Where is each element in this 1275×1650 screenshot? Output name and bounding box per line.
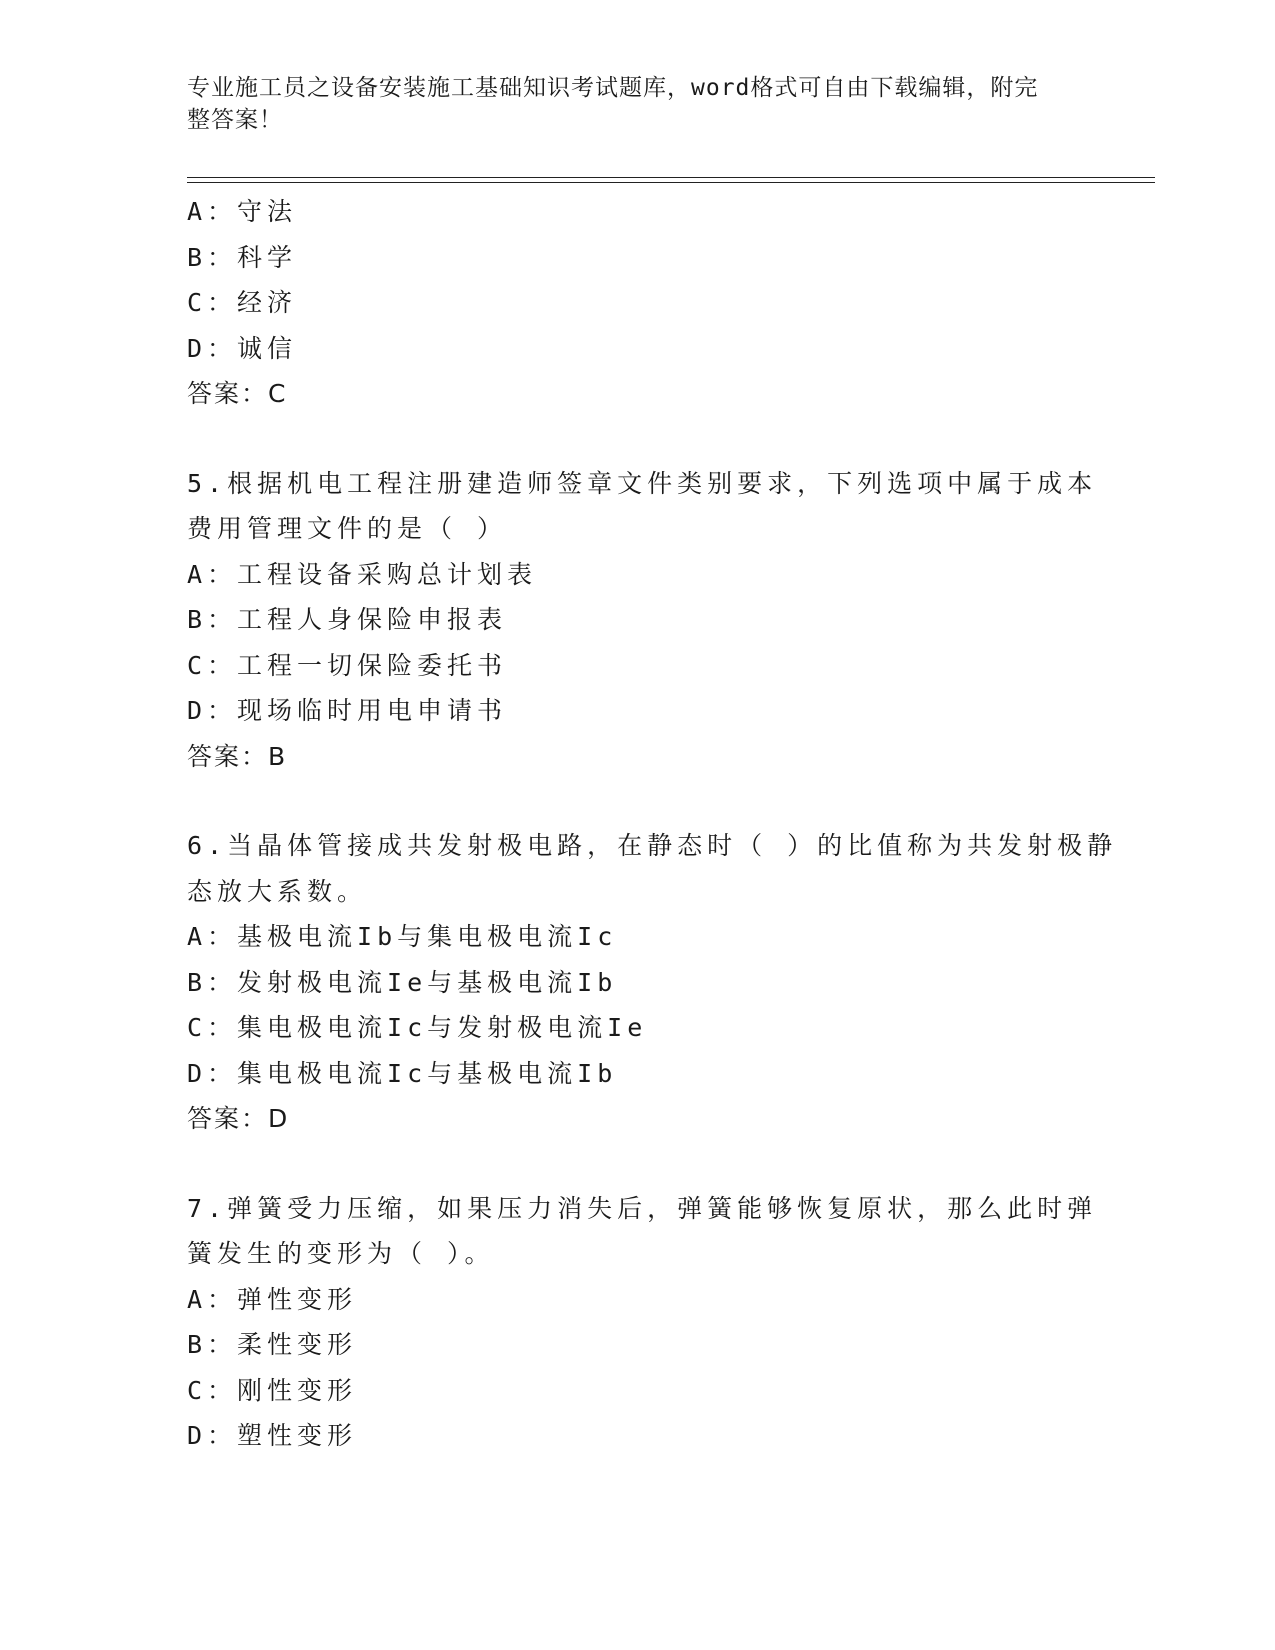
question-4 <box>187 189 1087 417</box>
spacer <box>187 779 1087 823</box>
option-c: C：刚性变形 <box>187 1375 358 1405</box>
option-d: D：现场临时用电申请书 <box>187 696 508 725</box>
question-stem: 7.弹簧受力压缩，如果压力消失后，弹簧能够恢复原状，那么此时弹 <box>187 1193 1098 1223</box>
option-c: C：经济 <box>187 288 298 317</box>
question-stem-cont: 态放大系数。 <box>187 876 368 906</box>
option-b: B：科学 <box>187 242 298 272</box>
question-stem-cont: 费用管理文件的是（ ） <box>187 514 508 543</box>
option-b: B：柔性变形 <box>187 1330 358 1359</box>
header-divider-top <box>187 177 1155 178</box>
question-7 <box>187 1186 1098 1459</box>
header-line-1: 专业施工员之设备安装施工基础知识考试题库，word格式可自由下载编辑，附完 <box>187 75 1039 101</box>
option-b: B：发射极电流Ie与基极电流Ib <box>187 967 618 997</box>
spacer <box>187 417 1087 461</box>
option-a: A：守法 <box>187 197 298 226</box>
option-a: A：弹性变形 <box>187 1284 358 1314</box>
option-d: D：诚信 <box>187 333 298 363</box>
answer: 答案：D <box>187 1104 290 1133</box>
header-divider-bottom <box>187 182 1155 183</box>
question-5 <box>187 461 1098 780</box>
option-d: D：集电极电流Ic与基极电流Ib <box>187 1058 618 1088</box>
option-a: A：基极电流Ib与集电极电流Ic <box>187 922 618 951</box>
spacer <box>187 1142 1087 1186</box>
option-c: C：工程一切保险委托书 <box>187 650 508 680</box>
option-d: D：塑性变形 <box>187 1421 358 1450</box>
option-a: A：工程设备采购总计划表 <box>187 559 538 589</box>
question-stem-cont: 簧发生的变形为（ ）。 <box>187 1239 495 1268</box>
document-header <box>187 72 1067 136</box>
answer: 答案：B <box>187 741 288 771</box>
question-stem: 6.当晶体管接成共发射极电路，在静态时（ ）的比值称为共发射极静 <box>187 831 1118 860</box>
question-6 <box>187 823 1118 1142</box>
question-list <box>187 189 1118 1459</box>
option-c: C：集电极电流Ic与发射极电流Ie <box>187 1013 648 1042</box>
header-line-2: 整答案！ <box>187 107 283 133</box>
option-b: B：工程人身保险申报表 <box>187 605 508 634</box>
question-stem: 5.根据机电工程注册建造师签章文件类别要求，下列选项中属于成本 <box>187 468 1098 498</box>
answer: 答案：C <box>187 379 288 408</box>
